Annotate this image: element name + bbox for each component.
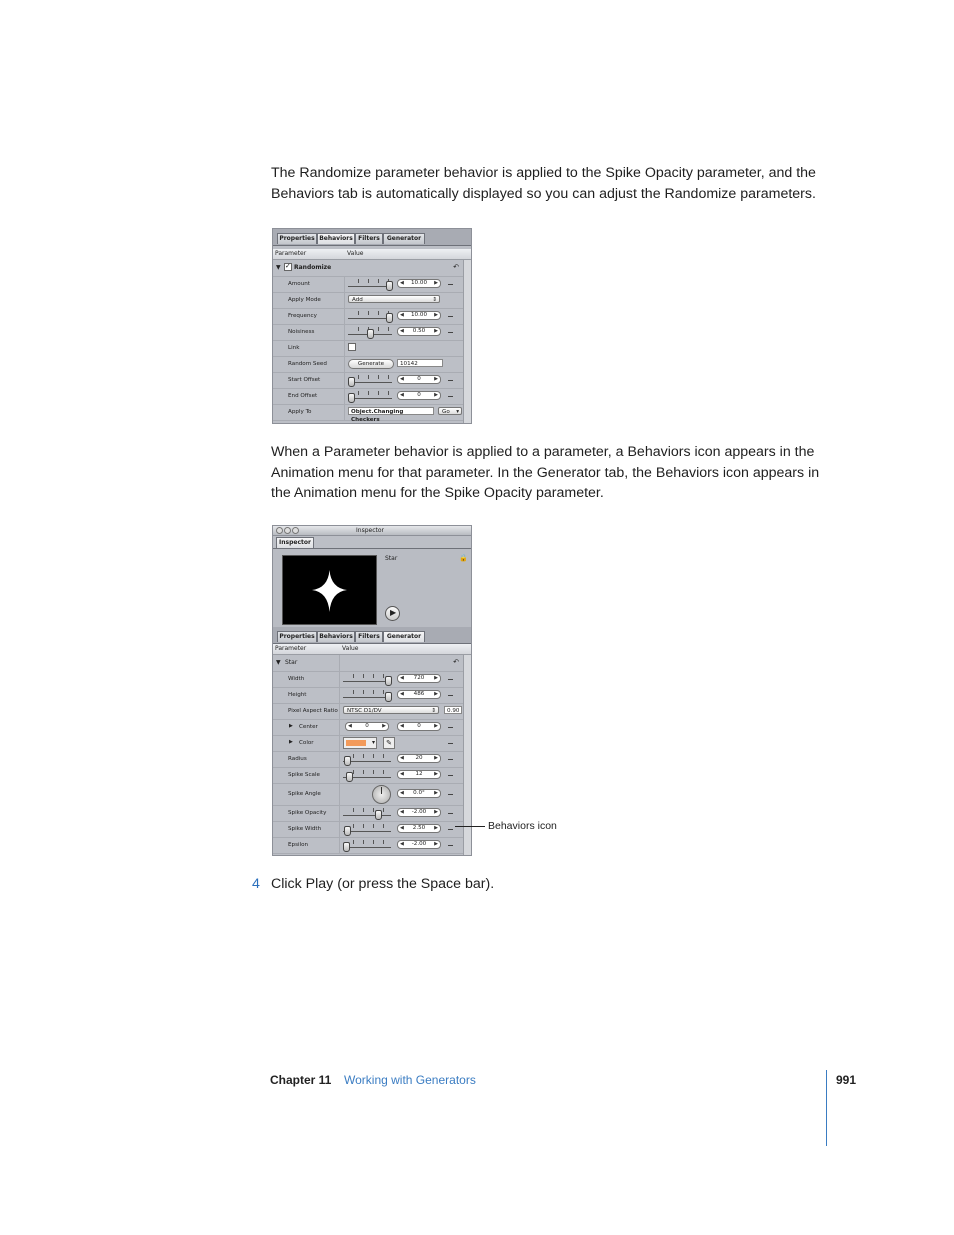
random-seed-field[interactable]: 10142	[397, 359, 443, 367]
title-bar	[273, 526, 471, 536]
animation-menu-icon[interactable]	[448, 679, 453, 680]
amount-row	[273, 276, 463, 293]
spike-opacity-row	[273, 805, 463, 822]
animation-menu-icon[interactable]	[448, 396, 453, 397]
tab-properties[interactable]: Properties	[277, 631, 317, 642]
spike-width-value-field[interactable]: ◀ 2.50 ▶	[397, 824, 441, 833]
animation-menu-icon[interactable]	[448, 813, 453, 814]
random-seed-label: Random Seed	[288, 361, 327, 367]
amount-value-field[interactable]: ◀ 10.00 ▶	[397, 279, 441, 288]
callout-leader-line	[455, 826, 485, 827]
random-seed-row	[273, 356, 463, 373]
star-shape-icon	[283, 556, 376, 624]
footer-chapter: Chapter 11	[270, 1073, 332, 1087]
lock-icon[interactable]: 🔒	[459, 554, 468, 562]
parameter-column-label: Parameter	[275, 250, 307, 257]
frequency-slider[interactable]	[348, 309, 392, 323]
behaviors-icon-paragraph: When a Parameter behavior is applied to a parameter, a Behaviors icon appears in the Animation menu for that parameter. In the Generator tab, the Behaviors icon appears in the Animation menu for the Spike Opacity parameter.	[271, 444, 820, 501]
star-group-row	[273, 655, 463, 672]
start-offset-slider[interactable]	[348, 373, 392, 387]
apply-mode-popup[interactable]: Add ⇕	[348, 295, 440, 303]
step-number: 4	[252, 876, 260, 892]
footer-divider	[826, 1070, 827, 1146]
width-row	[273, 671, 463, 688]
randomize-group-row	[273, 260, 463, 277]
randomize-group-label: Randomize	[294, 264, 332, 271]
animation-menu-icon[interactable]	[448, 380, 453, 381]
noisiness-row	[273, 324, 463, 341]
preview-area	[273, 549, 471, 627]
animation-menu-icon[interactable]	[448, 743, 453, 744]
width-slider[interactable]	[343, 672, 391, 686]
tab-properties[interactable]: Properties	[277, 233, 317, 244]
width-value-field[interactable]: ◀ 720 ▶	[397, 674, 441, 683]
tab-filters[interactable]: Filters	[355, 233, 383, 244]
height-label: Height	[288, 692, 307, 698]
disclosure-triangle-icon[interactable]: ▶	[289, 739, 293, 745]
amount-label: Amount	[288, 281, 310, 287]
spike-opacity-slider[interactable]	[343, 806, 391, 820]
tab-filters[interactable]: Filters	[355, 631, 383, 642]
value-column-label: Value	[342, 645, 359, 652]
tab-behaviors[interactable]: Behaviors	[317, 631, 355, 642]
color-row	[273, 735, 463, 752]
frequency-label: Frequency	[288, 313, 317, 319]
spike-angle-dial[interactable]	[372, 785, 391, 804]
end-offset-slider[interactable]	[348, 389, 392, 403]
epsilon-label: Epsilon	[288, 842, 309, 848]
step-text: Click Play (or press the Space bar).	[271, 876, 495, 892]
center-x-field[interactable]: ◀ 0 ▶	[345, 722, 389, 731]
footer-chapter-title: Working with Generators	[344, 1073, 476, 1087]
close-button-icon[interactable]	[276, 527, 283, 534]
spike-opacity-value-field[interactable]: ◀ -2.00 ▶	[397, 808, 441, 817]
frequency-value-field[interactable]: ◀ 10.00 ▶	[397, 311, 441, 320]
animation-menu-icon[interactable]	[448, 727, 453, 728]
column-header	[273, 249, 471, 260]
start-offset-row	[273, 372, 463, 389]
center-row	[273, 719, 463, 736]
parameter-column-label: Parameter	[275, 645, 307, 652]
link-checkbox[interactable]	[348, 343, 356, 351]
animation-menu-icon[interactable]	[448, 759, 453, 760]
animation-menu-icon[interactable]	[448, 794, 453, 795]
tab-generator[interactable]: Generator	[383, 233, 425, 244]
pixel-aspect-ratio-label: Pixel Aspect Ratio	[288, 708, 338, 714]
center-label: Center	[299, 724, 318, 730]
radius-slider[interactable]	[343, 752, 391, 766]
noisiness-value-field[interactable]: ◀ 0.50 ▶	[397, 327, 441, 336]
end-offset-row	[273, 388, 463, 405]
randomize-enable-checkbox[interactable]: ✓	[285, 262, 291, 270]
window-title: Inspector	[356, 527, 384, 534]
spike-angle-value-field[interactable]: ◀ 0.0° ▶	[397, 789, 441, 798]
color-label: Color	[299, 740, 314, 746]
color-well[interactable]	[343, 737, 377, 749]
behaviors-icon-callout: Behaviors icon	[488, 820, 557, 832]
animation-menu-icon[interactable]	[448, 695, 453, 696]
generate-button[interactable]: Generate	[348, 359, 394, 369]
go-popup[interactable]: Go ▾	[438, 407, 462, 415]
spike-angle-row	[273, 783, 463, 806]
height-value-field[interactable]: ◀ 486 ▶	[397, 690, 441, 699]
star-preview-thumbnail	[282, 555, 377, 625]
tab-bar	[273, 627, 471, 644]
eyedropper-icon[interactable]: ✎	[383, 737, 395, 749]
object-name-label: Star	[385, 555, 398, 562]
start-offset-value-field[interactable]: ◀ 0 ▶	[397, 375, 441, 384]
scrollbar[interactable]	[463, 260, 471, 423]
minimize-button-icon[interactable]	[284, 527, 291, 534]
radius-value-field[interactable]: ◀ 20 ▶	[397, 754, 441, 763]
reset-arrow-icon[interactable]: ↶	[453, 263, 459, 271]
spike-width-label: Spike Width	[288, 826, 322, 832]
behaviors-icon[interactable]	[448, 829, 453, 830]
chevron-down-icon: ▾	[371, 739, 375, 746]
apply-to-field: Object.Changing Checkers	[348, 407, 434, 415]
tab-generator[interactable]: Generator	[383, 631, 425, 642]
scrollbar[interactable]	[463, 655, 471, 855]
epsilon-value-field[interactable]: ◀ -2.00 ▶	[397, 840, 441, 849]
tab-bar	[273, 229, 471, 246]
epsilon-row	[273, 837, 463, 854]
star-group-label: Star	[285, 659, 298, 666]
disclosure-triangle-icon[interactable]: ▼	[276, 264, 281, 271]
height-slider[interactable]	[343, 688, 391, 702]
inspector-top-tabbar	[273, 536, 471, 549]
disclosure-triangle-icon[interactable]: ▶	[289, 723, 293, 729]
animation-menu-icon[interactable]	[448, 284, 453, 285]
animation-menu-icon[interactable]	[448, 845, 453, 846]
tab-behaviors[interactable]: Behaviors	[317, 233, 355, 244]
apply-to-row	[273, 404, 463, 421]
spike-scale-slider[interactable]	[343, 768, 391, 782]
noisiness-slider[interactable]	[348, 325, 392, 339]
zoom-button-icon[interactable]	[292, 527, 299, 534]
reset-arrow-icon[interactable]: ↶	[453, 658, 459, 666]
animation-menu-icon[interactable]	[448, 332, 453, 333]
apply-to-label: Apply To	[288, 409, 312, 415]
end-offset-label: End Offset	[288, 393, 318, 399]
epsilon-slider[interactable]	[343, 838, 391, 852]
end-offset-value-field[interactable]: ◀ 0 ▶	[397, 391, 441, 400]
page-number: 991	[836, 1073, 857, 1087]
width-label: Width	[288, 676, 305, 682]
play-button[interactable]	[385, 606, 400, 621]
spike-width-slider[interactable]	[343, 822, 391, 836]
start-offset-label: Start Offset	[288, 377, 321, 383]
height-row	[273, 687, 463, 704]
apply-mode-row	[273, 292, 463, 309]
disclosure-triangle-icon[interactable]: ▼	[276, 659, 281, 666]
pixel-aspect-ratio-popup[interactable]: NTSC D1/DV ⇕	[343, 706, 439, 714]
step-item	[252, 876, 494, 892]
spike-angle-label: Spike Angle	[288, 791, 321, 797]
radius-row	[273, 751, 463, 768]
value-column-label: Value	[347, 250, 364, 257]
center-y-field[interactable]: ◀ 0 ▶	[397, 722, 441, 731]
amount-slider[interactable]	[348, 277, 392, 291]
tab-inspector[interactable]: Inspector	[276, 537, 314, 548]
animation-menu-icon[interactable]	[448, 316, 453, 317]
generator-inspector-window	[272, 525, 472, 856]
intro-paragraph: The Randomize parameter behavior is applied to the Spike Opacity parameter, and the Behaviors tab is automatically displayed so you can adjust the Randomize parameters.	[271, 165, 816, 202]
spike-scale-row	[273, 767, 463, 784]
animation-menu-icon[interactable]	[448, 775, 453, 776]
radius-label: Radius	[288, 756, 307, 762]
spike-scale-label: Spike Scale	[288, 772, 320, 778]
noisiness-label: Noisiness	[288, 329, 315, 335]
link-label: Link	[288, 345, 300, 351]
spike-scale-value-field[interactable]: ◀ 12 ▶	[397, 770, 441, 779]
spike-opacity-label: Spike Opacity	[288, 810, 327, 816]
frequency-row	[273, 308, 463, 325]
apply-mode-label: Apply Mode	[288, 297, 321, 303]
column-header	[273, 644, 471, 655]
spike-width-row	[273, 821, 463, 838]
behaviors-inspector-panel	[272, 228, 472, 424]
play-icon: ▶	[390, 608, 397, 617]
pixel-aspect-ratio-field[interactable]: 0.90	[444, 706, 462, 714]
color-swatch	[346, 740, 366, 746]
link-row	[273, 340, 463, 357]
pixel-aspect-ratio-row	[273, 703, 463, 720]
